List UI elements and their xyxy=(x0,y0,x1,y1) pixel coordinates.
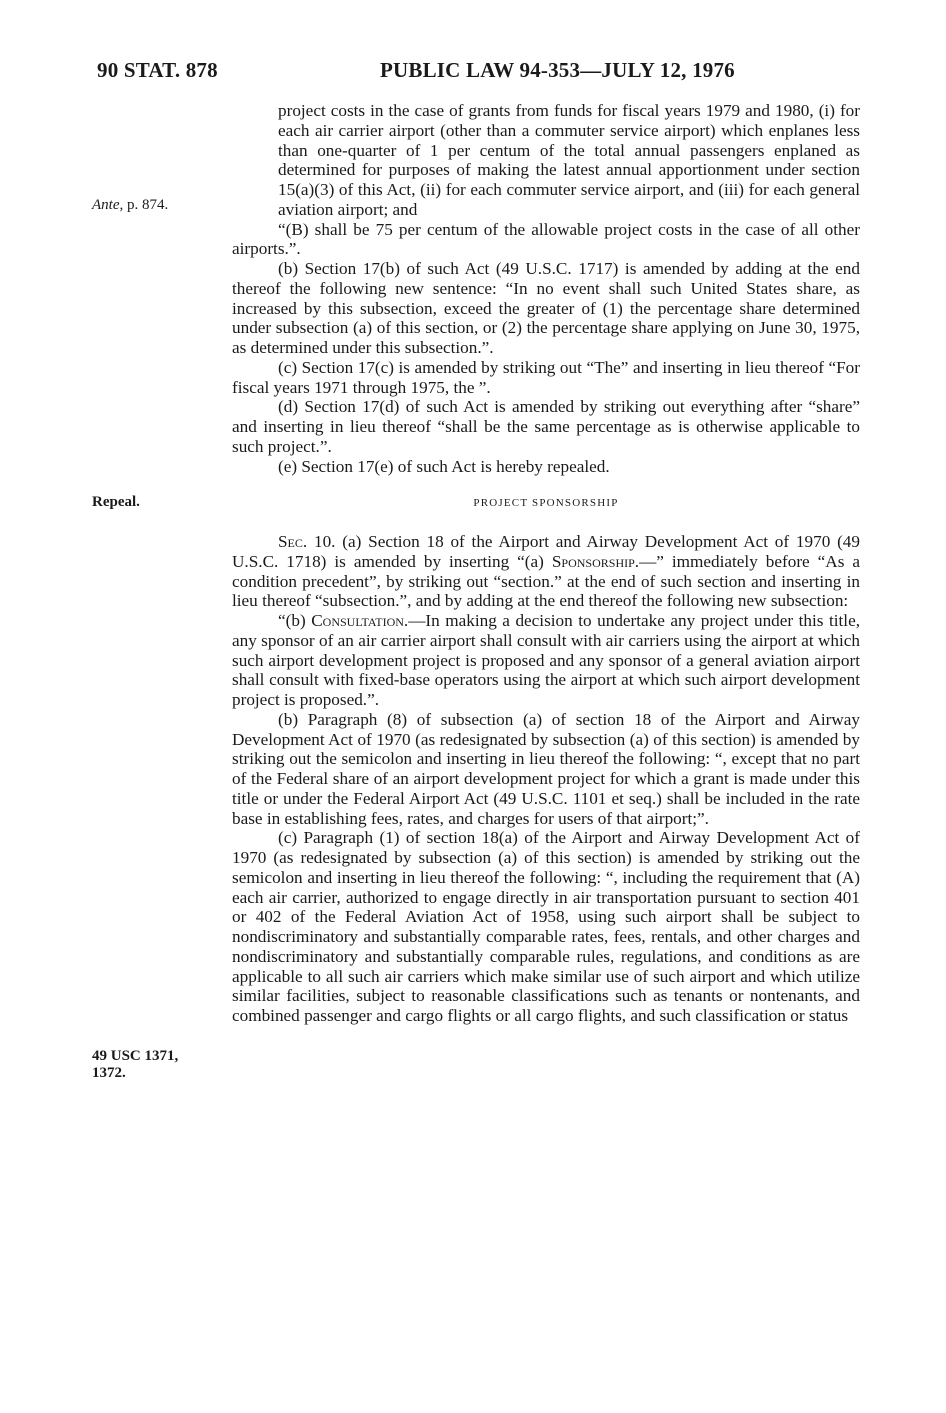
sec-10-text-b: .—” immediately before “As a condition precedent”, by striking out “section.” at the end of such section and inserting in lieu thereof “subsection.”, and by adding at the end thereof the following new subsection: xyxy=(232,551,860,611)
paragraph-b-paragraph-8: (b) Paragraph (8) of subsection (a) of section 18 of the Airport and Airway Development Act of 1970 (as redesignated by subsection (a) of this section) is amended by striking out the semicolon and inserting in lieu thereof the following: “, except that no part of the Federal share of an airport development project for which a grant is made under this title or under the Federal Airport Act (49 U.S.C. 1101 et seq.) shall be included in the rate base in establishing fees, rates, and charges for users of that airport;”. xyxy=(232,709,860,828)
margin-note-ante-page: p. 874. xyxy=(123,197,169,213)
paragraph-b-75-percent xyxy=(232,220,860,260)
section-heading: PROJECT SPONSORSHIP xyxy=(473,497,619,510)
paragraph-consultation xyxy=(232,611,860,710)
margin-note-ante xyxy=(92,197,168,214)
sec-label: Sec. xyxy=(278,532,308,551)
body-text xyxy=(232,101,860,1026)
consultation-text: .—In making a decision to undertake any project under this title, any sponsor of an air carrier airport shall consult with air carriers using the airport at which such airport development project is proposed and any sponsor of a general aviation airport shall consult with fixed-base operators using the airport at which such airport development project is proposed.”. xyxy=(232,611,860,709)
sponsorship-label: Sponsorship xyxy=(551,551,635,571)
sec-10-text-a: 10. (a) Section 18 of the Airport and Airway Development Act of 1970 (49 U.S.C. 1718) is amended by inserting “(a) xyxy=(232,532,860,571)
page-title: PUBLIC LAW 94-353—JULY 12, 1976 xyxy=(380,58,735,82)
paragraph-section-17b: (b) Section 17(b) of such Act (49 U.S.C. 1717) is amended by adding at the end thereof the following new sentence: “In no event shall such United States share, as increased by this subsection, exceed the greater of (1) the percentage share determined under subsection (a) of this section, or (2) the percentage share applying on June 30, 1975, as determined under this subsection.”. xyxy=(232,259,860,357)
consultation-prefix: “(b) xyxy=(278,611,312,630)
margin-note-usc xyxy=(92,1048,178,1082)
paragraph-section-17e: (e) Section 17(e) of such Act is hereby repealed. xyxy=(278,456,610,476)
paragraph-section-17d: (d) Section 17(d) of such Act is amended by striking out everything after “share” and inserting in lieu thereof “shall be the same percentage as is otherwise applicable to such project.”. xyxy=(232,397,860,456)
paragraph-c-paragraph-1: (c) Paragraph (1) of section 18(a) of the Airport and Airway Development Act of 1970 (as redesignated by subsection (a) of this section) is amended by striking out the semicolon and inserting in lieu thereof the following: “, including the requirement that (A) each air carrier, authorized to engage directly in air transportation pursuant to section 401 or 402 of the Federal Aviation Act of 1958, using such airport shall be subject to nondiscriminatory and substantially comparable rates, fees, rentals, and other charges and nondiscriminatory and substantially comparable rules, regulations, and conditions as are applicable to all such air carriers which make similar use of such airport and which utilize similar facilities, subject to reasonable classifications such as tenants or nontenants, and combined passenger and cargo flights or all cargo flights, and such classification or status xyxy=(232,828,860,1025)
paragraph-b-text: “(B) shall be 75 per centum of the allowable project costs in the case of all other airports.”. xyxy=(232,219,860,259)
consultation-label: Consultation xyxy=(311,611,404,630)
margin-note-usc-line2: 1372. xyxy=(92,1065,126,1081)
paragraph-sec-10 xyxy=(232,532,860,611)
margin-note-repeal: Repeal. xyxy=(92,494,140,510)
stat-reference: 90 STAT. 878 xyxy=(97,58,218,82)
paragraph-project-costs: project costs in the case of grants from funds for fiscal years 1979 and 1980, (i) for each air carrier airport (other than a commuter service airport) which enplanes less than one-quarter of 1 per centum of the total annual passengers enplaned as determined for purposes of making the latest annual apportionment under section 15(a)(3) of this Act, (ii) for each commuter service airport, and (iii) for each general aviation airport; and xyxy=(278,101,860,219)
paragraph-section-17c: (c) Section 17(c) is amended by striking out “The” and inserting in lieu thereof “For fiscal years 1971 through 1975, the ”. xyxy=(232,357,860,397)
margin-note-ante-italic: Ante, xyxy=(92,197,124,213)
margin-note-usc-line1: 49 USC 1371, xyxy=(92,1048,179,1064)
